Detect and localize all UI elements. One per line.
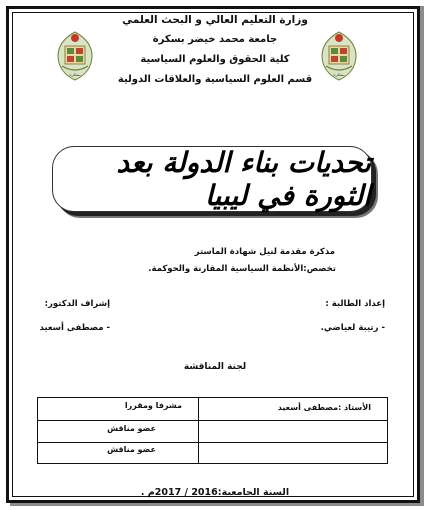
faculty-name: كلية الحقوق والعلوم السياسية bbox=[140, 54, 290, 65]
table-row-1-role: مشرفا ومقررا bbox=[124, 401, 182, 410]
table-divider-row-2 bbox=[38, 442, 387, 443]
prepared-by-label: إعداد الطالبة : bbox=[325, 299, 385, 309]
student-name: - رتيبة لعياضي. bbox=[320, 323, 385, 333]
table-row-2-role: عضو مناقش bbox=[107, 424, 156, 433]
logo-left-caption: بسكرة bbox=[69, 72, 81, 77]
table-divider-row-1 bbox=[38, 420, 387, 421]
thesis-specialty: تخصص:الأنظمة السياسية المقارنة والحوكمة. bbox=[148, 264, 336, 274]
thesis-title-box bbox=[52, 146, 372, 212]
table-row-1-member: الأستاذ :مصطفى أسعيد bbox=[277, 403, 371, 412]
university-logo-left bbox=[54, 30, 96, 82]
supervisor-name: - مصطفى أسعيد bbox=[39, 323, 110, 333]
committee-title: لجنة المناقشة bbox=[183, 362, 247, 372]
supervisor-label: إشراف الدكتور: bbox=[44, 299, 110, 309]
table-divider-vertical bbox=[198, 398, 199, 463]
thesis-purpose: مذكرة مقدمة لنيل شهادة الماستر bbox=[194, 247, 335, 257]
academic-year: السنة الجامعية:2016 / 2017م . bbox=[140, 487, 290, 498]
page-shadow-bottom bbox=[10, 503, 424, 506]
ministry-name: وزارة التعليم العالي و البحث العلمي bbox=[122, 14, 308, 26]
university-logo-right bbox=[318, 30, 360, 82]
department-name: قسم العلوم السياسية والعلاقات الدولية bbox=[117, 74, 313, 85]
committee-table bbox=[37, 397, 388, 464]
logo-right-caption: بسكرة bbox=[333, 72, 345, 77]
table-row-3-role: عضو مناقش bbox=[107, 445, 156, 454]
university-name: جامعة محمد خيضر بسكرة bbox=[152, 34, 278, 45]
page-shadow-right bbox=[420, 6, 424, 505]
thesis-title: تحديات بناء الدولة بعد الثورة في ليبيا bbox=[116, 146, 371, 212]
